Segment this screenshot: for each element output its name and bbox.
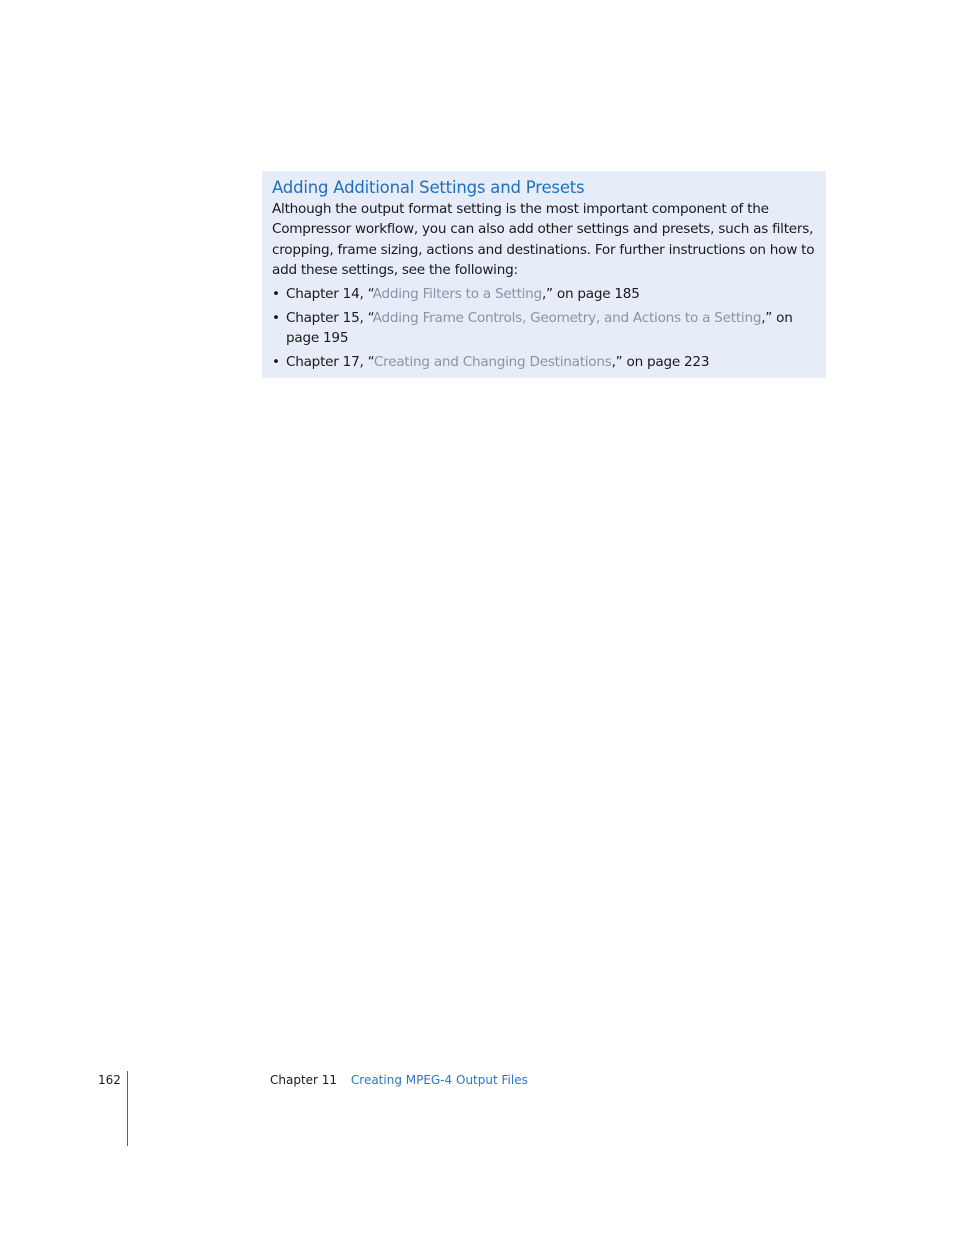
list-item-suffix-continued: page 195 — [286, 330, 349, 347]
cross-reference-link[interactable]: Adding Frame Controls, Geometry, and Actions to a Setting — [372, 309, 762, 326]
bullet-icon: • — [272, 354, 280, 371]
list-item-prefix: Chapter 17, “ — [286, 354, 374, 371]
list-item — [272, 284, 816, 304]
cross-reference-link[interactable]: Adding Filters to a Setting — [372, 285, 542, 302]
list-item — [272, 308, 816, 349]
list-item-prefix: Chapter 15, “ — [286, 309, 373, 326]
footer — [270, 1073, 528, 1087]
info-box — [262, 171, 826, 378]
reference-list — [272, 284, 816, 373]
list-item-suffix: ,” on — [761, 309, 793, 326]
page-number: 162 — [98, 1073, 121, 1087]
cross-reference-link[interactable]: Creating and Changing Destinations — [373, 354, 612, 371]
list-item-prefix: Chapter 14, “ — [286, 285, 373, 302]
list-item — [272, 352, 816, 372]
intro-line: Although the output format setting is the most important component of the — [272, 201, 769, 217]
bullet-icon: • — [272, 285, 280, 302]
footer-chapter-label: Chapter 11 — [270, 1073, 338, 1087]
intro-paragraph — [272, 199, 816, 281]
footer-rule — [127, 1071, 128, 1146]
footer-chapter-title[interactable]: Creating MPEG-4 Output Files — [350, 1073, 528, 1087]
intro-line: Compressor workflow, you can also add other settings and presets, such as filters, — [272, 221, 814, 238]
list-item-suffix: ,” on page 185 — [541, 285, 640, 302]
bullet-icon: • — [272, 309, 280, 326]
intro-line: cropping, frame sizing, actions and destinations. For further instructions on how to — [272, 241, 815, 258]
list-item-suffix: ,” on page 223 — [611, 354, 710, 371]
intro-line: add these settings, see the following: — [272, 262, 518, 279]
section-heading: Adding Additional Settings and Presets — [272, 178, 585, 197]
